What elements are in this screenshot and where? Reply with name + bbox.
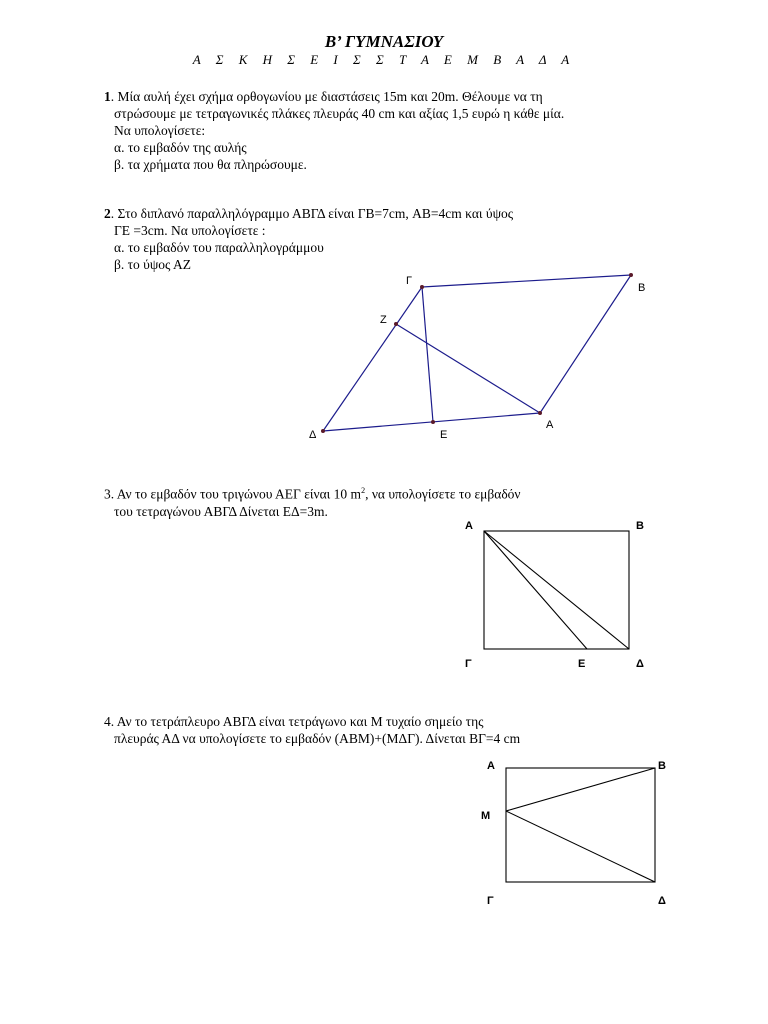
vertex-zeta [394,322,398,326]
exercise-2-line-3: α. το εμβαδόν του παραλληλογράμμου [114,240,324,255]
exercise-4-line-2: πλευράς ΑΔ να υπολογίσετε το εμβαδόν (ΑΒΜ)+(ΜΔΓ). Δίνεται ΒΓ=4 cm [114,731,521,746]
segment-alpha-epsilon [484,531,587,649]
page-subtitle: Α Σ Κ Η Σ Ε Ι Σ Σ Τ Α Ε Μ Β Α Δ Α [192,52,576,67]
label-zeta: Ζ [380,314,387,326]
label-delta: Δ [309,429,317,441]
label-alpha-3: Α [465,520,473,532]
segment-gamma-beta [422,275,631,287]
square-abgd-4 [506,768,655,882]
exercise-1-line-3: Να υπολογίσετε: [114,123,206,138]
square-4-labels [481,760,666,907]
segment-mu-beta [506,768,655,811]
exercise-2-line-2: ΓΕ =3cm. Να υπολογίσετε : [114,223,266,238]
label-alpha: Α [546,419,554,431]
segment-alpha-delta-3 [484,531,629,649]
label-gamma-4: Γ [487,895,494,907]
square-figure-3 [484,531,629,649]
exercise-3-line-1: 3. Αν το εμβαδόν του τριγώνου ΑΕΓ είναι 10 $m^2$, να υπολογίσετε το εμβαδόν [104,486,521,502]
label-delta-4: Δ [658,895,666,907]
label-beta-4: Β [658,760,666,772]
vertex-gamma [420,285,424,289]
vertex-delta [321,429,325,433]
label-beta-3: Β [636,520,644,532]
exercise-2-number: 2 [104,206,111,221]
parallelogram-labels [309,275,645,441]
label-mu-4: Μ [481,810,491,822]
label-delta-3: Δ [636,658,644,670]
vertex-epsilon [431,420,435,424]
exercise-3-line-2: του τετραγώνου ΑΒΓΔ Δίνεται ΕΔ=3m. [114,503,328,519]
exercise-1-line-4: α. το εμβαδόν της αυλής [114,140,247,155]
parallelogram-figure [323,275,631,431]
parallelogram-vertices [321,273,633,433]
exercise-4-line-1: 4. Αν το τετράπλευρο ΑΒΓΔ είναι τετράγωνο και Μ τυχαίο σημείο της [104,714,484,729]
segment-delta-gamma [323,287,422,431]
height-gamma-epsilon [422,287,433,422]
square-3-labels [465,520,644,670]
square-figure-4 [506,768,655,882]
exercise-1-line-2: στρώσουμε με τετραγωνικές πλάκες πλευράς 40 cm και αξίας 1,5 ευρώ η κάθε μία. [114,106,565,121]
label-gamma-3: Γ [465,658,472,670]
segment-beta-alpha [540,275,631,413]
exercise-2-line-1: 2. Στο διπλανό παραλληλόγραμμο ΑΒΓΔ είναι ΓΒ=7cm, ΑΒ=4cm και ύψος [104,206,514,221]
page-title: Β’ ΓΥΜΝΑΣΙΟΥ [324,32,444,51]
label-alpha-4: Α [487,760,495,772]
exercise-1-line-1: 1. Μία αυλή έχει σχήμα ορθογωνίου με διαστάσεις 15m και 20m. Θέλουμε να τη [104,89,543,104]
segment-mu-delta [506,811,655,882]
vertex-alpha [538,411,542,415]
exercise-1-line-5: β. τα χρήματα που θα πληρώσουμε. [114,157,307,172]
height-alpha-zeta [396,324,540,413]
label-epsilon-3: Ε [578,658,586,670]
exercise-1-number: 1 [104,89,111,104]
exercise-2-line-4: β. το ύψος ΑΖ [114,257,192,272]
vertex-beta [629,273,633,277]
label-gamma: Γ [406,275,413,287]
label-epsilon: Ε [440,429,448,441]
label-beta: Β [638,282,646,294]
